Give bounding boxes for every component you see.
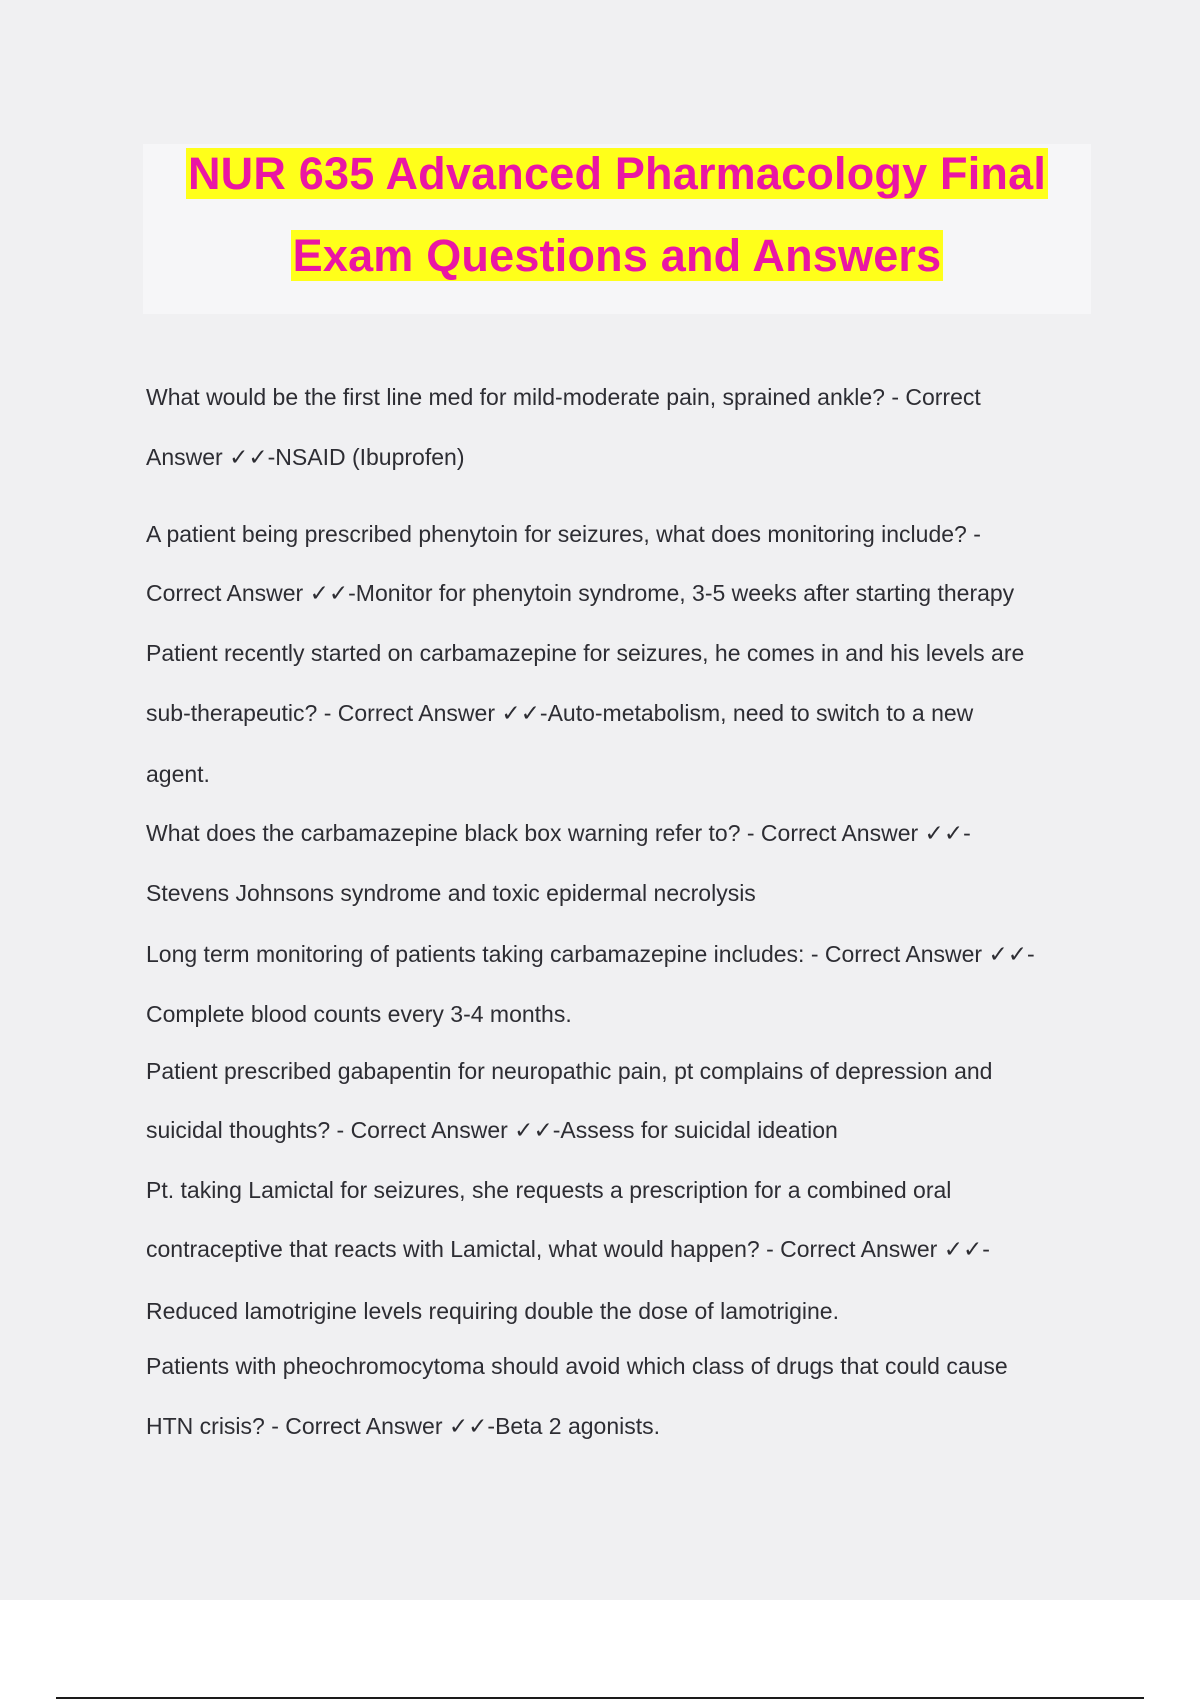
text-line: Reduced lamotrigine levels requiring double the dose of lamotrigine. <box>146 1298 839 1324</box>
footer-divider <box>56 1697 1144 1699</box>
text-line: HTN crisis? - Correct Answer ✓✓-Beta 2 agonists. <box>146 1413 661 1439</box>
text-line: Stevens Johnsons syndrome and toxic epidermal necrolysis <box>146 880 756 906</box>
text-line: Pt. taking Lamictal for seizures, she requests a prescription for a combined oral <box>146 1177 952 1203</box>
text-line: Complete blood counts every 3-4 months. <box>146 1001 572 1027</box>
text-line: suicidal thoughts? - Correct Answer ✓✓-Assess for suicidal ideation <box>146 1117 838 1143</box>
text-line: Patients with pheochromocytoma should avoid which class of drugs that could cause <box>146 1353 1008 1379</box>
text-line: Patient prescribed gabapentin for neuropathic pain, pt complains of depression and <box>146 1058 993 1084</box>
text-line: What does the carbamazepine black box warning refer to? - Correct Answer ✓✓- <box>146 820 971 846</box>
text-line: What would be the first line med for mild-moderate pain, sprained ankle? - Correct <box>146 384 981 410</box>
text-line: agent. <box>146 761 210 787</box>
text-line: sub-therapeutic? - Correct Answer ✓✓-Auto-metabolism, need to switch to a new <box>146 700 974 726</box>
text-line: A patient being prescribed phenytoin for seizures, what does monitoring include? - <box>146 521 981 547</box>
title-block <box>143 144 1091 314</box>
text-line: Answer ✓✓-NSAID (Ibuprofen) <box>146 444 465 470</box>
text-line: Patient recently started on carbamazepine for seizures, he comes in and his levels are <box>146 640 1025 666</box>
text-line: Correct Answer ✓✓-Monitor for phenytoin syndrome, 3-5 weeks after starting therapy <box>146 580 1015 606</box>
text-line: contraceptive that reacts with Lamictal, what would happen? - Correct Answer ✓✓- <box>146 1236 990 1262</box>
title-text-2: Exam Questions and Answers <box>292 230 942 281</box>
text-line: Long term monitoring of patients taking carbamazepine includes: - Correct Answer ✓✓- <box>146 941 1035 967</box>
title-line-2 <box>143 228 1091 284</box>
title-text-1: NUR 635 Advanced Pharmacology Final <box>187 148 1047 199</box>
title-line-1 <box>143 146 1091 202</box>
